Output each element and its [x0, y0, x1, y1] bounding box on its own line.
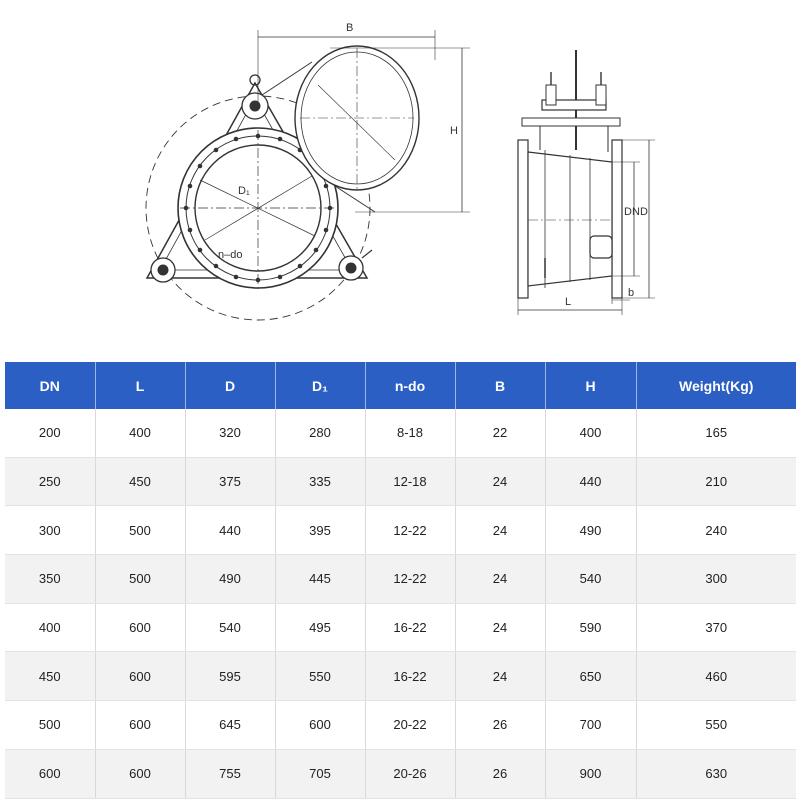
cell-l: 400: [95, 409, 185, 457]
cell-d1: 705: [275, 749, 365, 798]
side-inlet-flange: [518, 140, 528, 298]
technical-drawing: [0, 0, 800, 345]
cell-weight: 460: [636, 652, 796, 701]
cell-b: 26: [455, 749, 545, 798]
cell-l: 500: [95, 555, 185, 604]
table-row: [5, 603, 796, 652]
cell-l: 600: [95, 701, 185, 750]
cell-n-do: 12-22: [365, 506, 455, 555]
cell-n-do: 20-26: [365, 749, 455, 798]
cell-weight: 210: [636, 457, 796, 506]
table-row: [5, 652, 796, 701]
valve-drawing-svg: [0, 0, 800, 345]
cell-dn: 250: [5, 457, 95, 506]
header-d1: D₁: [275, 362, 365, 409]
table-row: [5, 749, 796, 798]
cell-weight: 240: [636, 506, 796, 555]
cell-d1: 335: [275, 457, 365, 506]
cell-h: 540: [545, 555, 636, 604]
cell-d: 755: [185, 749, 275, 798]
cell-d: 490: [185, 555, 275, 604]
cell-dn: 600: [5, 749, 95, 798]
cell-d: 375: [185, 457, 275, 506]
cell-d1: 280: [275, 409, 365, 457]
cell-weight: 550: [636, 701, 796, 750]
cell-h: 650: [545, 652, 636, 701]
table-header-row: [5, 362, 796, 409]
cell-d: 440: [185, 506, 275, 555]
cell-n-do: 12-22: [365, 555, 455, 604]
header-n-do: n-do: [365, 362, 455, 409]
cell-l: 500: [95, 506, 185, 555]
table-row: [5, 506, 796, 555]
cell-l: 450: [95, 457, 185, 506]
cell-b: 22: [455, 409, 545, 457]
cell-d1: 495: [275, 603, 365, 652]
cell-weight: 370: [636, 603, 796, 652]
cell-b: 24: [455, 652, 545, 701]
cell-dn: 500: [5, 701, 95, 750]
side-outlet-flange: [612, 140, 622, 298]
cell-dn: 450: [5, 652, 95, 701]
cell-dn: 400: [5, 603, 95, 652]
header-l: L: [95, 362, 185, 409]
cell-b: 24: [455, 603, 545, 652]
cell-h: 400: [545, 409, 636, 457]
table-row: [5, 457, 796, 506]
cell-d: 645: [185, 701, 275, 750]
cell-d: 320: [185, 409, 275, 457]
cell-n-do: 20-22: [365, 701, 455, 750]
label-DN: DN: [624, 206, 640, 218]
label-L: L: [565, 296, 572, 308]
cell-l: 600: [95, 749, 185, 798]
cell-b: 24: [455, 506, 545, 555]
cell-d: 540: [185, 603, 275, 652]
cell-b: 26: [455, 701, 545, 750]
label-B: B: [346, 22, 354, 34]
cell-h: 590: [545, 603, 636, 652]
label-b: b: [628, 287, 635, 299]
label-D: D: [640, 206, 648, 218]
cell-weight: 165: [636, 409, 796, 457]
cell-d1: 445: [275, 555, 365, 604]
cell-weight: 630: [636, 749, 796, 798]
label-D1: D₁: [238, 185, 250, 197]
header-h: H: [545, 362, 636, 409]
cell-b: 24: [455, 457, 545, 506]
cell-n-do: 16-22: [365, 603, 455, 652]
cell-h: 440: [545, 457, 636, 506]
header-b: B: [455, 362, 545, 409]
cell-l: 600: [95, 603, 185, 652]
cell-dn: 200: [5, 409, 95, 457]
spec-table: [5, 362, 796, 799]
label-n-do: n–do: [218, 249, 243, 261]
header-weight: Weight(Kg): [636, 362, 796, 409]
cell-d1: 600: [275, 701, 365, 750]
cell-d1: 395: [275, 506, 365, 555]
header-dn: DN: [5, 362, 95, 409]
header-d: D: [185, 362, 275, 409]
cell-dn: 300: [5, 506, 95, 555]
cell-dn: 350: [5, 555, 95, 604]
cell-l: 600: [95, 652, 185, 701]
table-row: [5, 555, 796, 604]
cell-n-do: 12-18: [365, 457, 455, 506]
cell-h: 490: [545, 506, 636, 555]
cell-n-do: 8-18: [365, 409, 455, 457]
cell-b: 24: [455, 555, 545, 604]
table-row: [5, 701, 796, 750]
cell-d1: 550: [275, 652, 365, 701]
label-H: H: [450, 125, 458, 137]
cell-h: 700: [545, 701, 636, 750]
cell-h: 900: [545, 749, 636, 798]
cell-d: 595: [185, 652, 275, 701]
table-row: [5, 409, 796, 457]
cell-weight: 300: [636, 555, 796, 604]
cell-n-do: 16-22: [365, 652, 455, 701]
